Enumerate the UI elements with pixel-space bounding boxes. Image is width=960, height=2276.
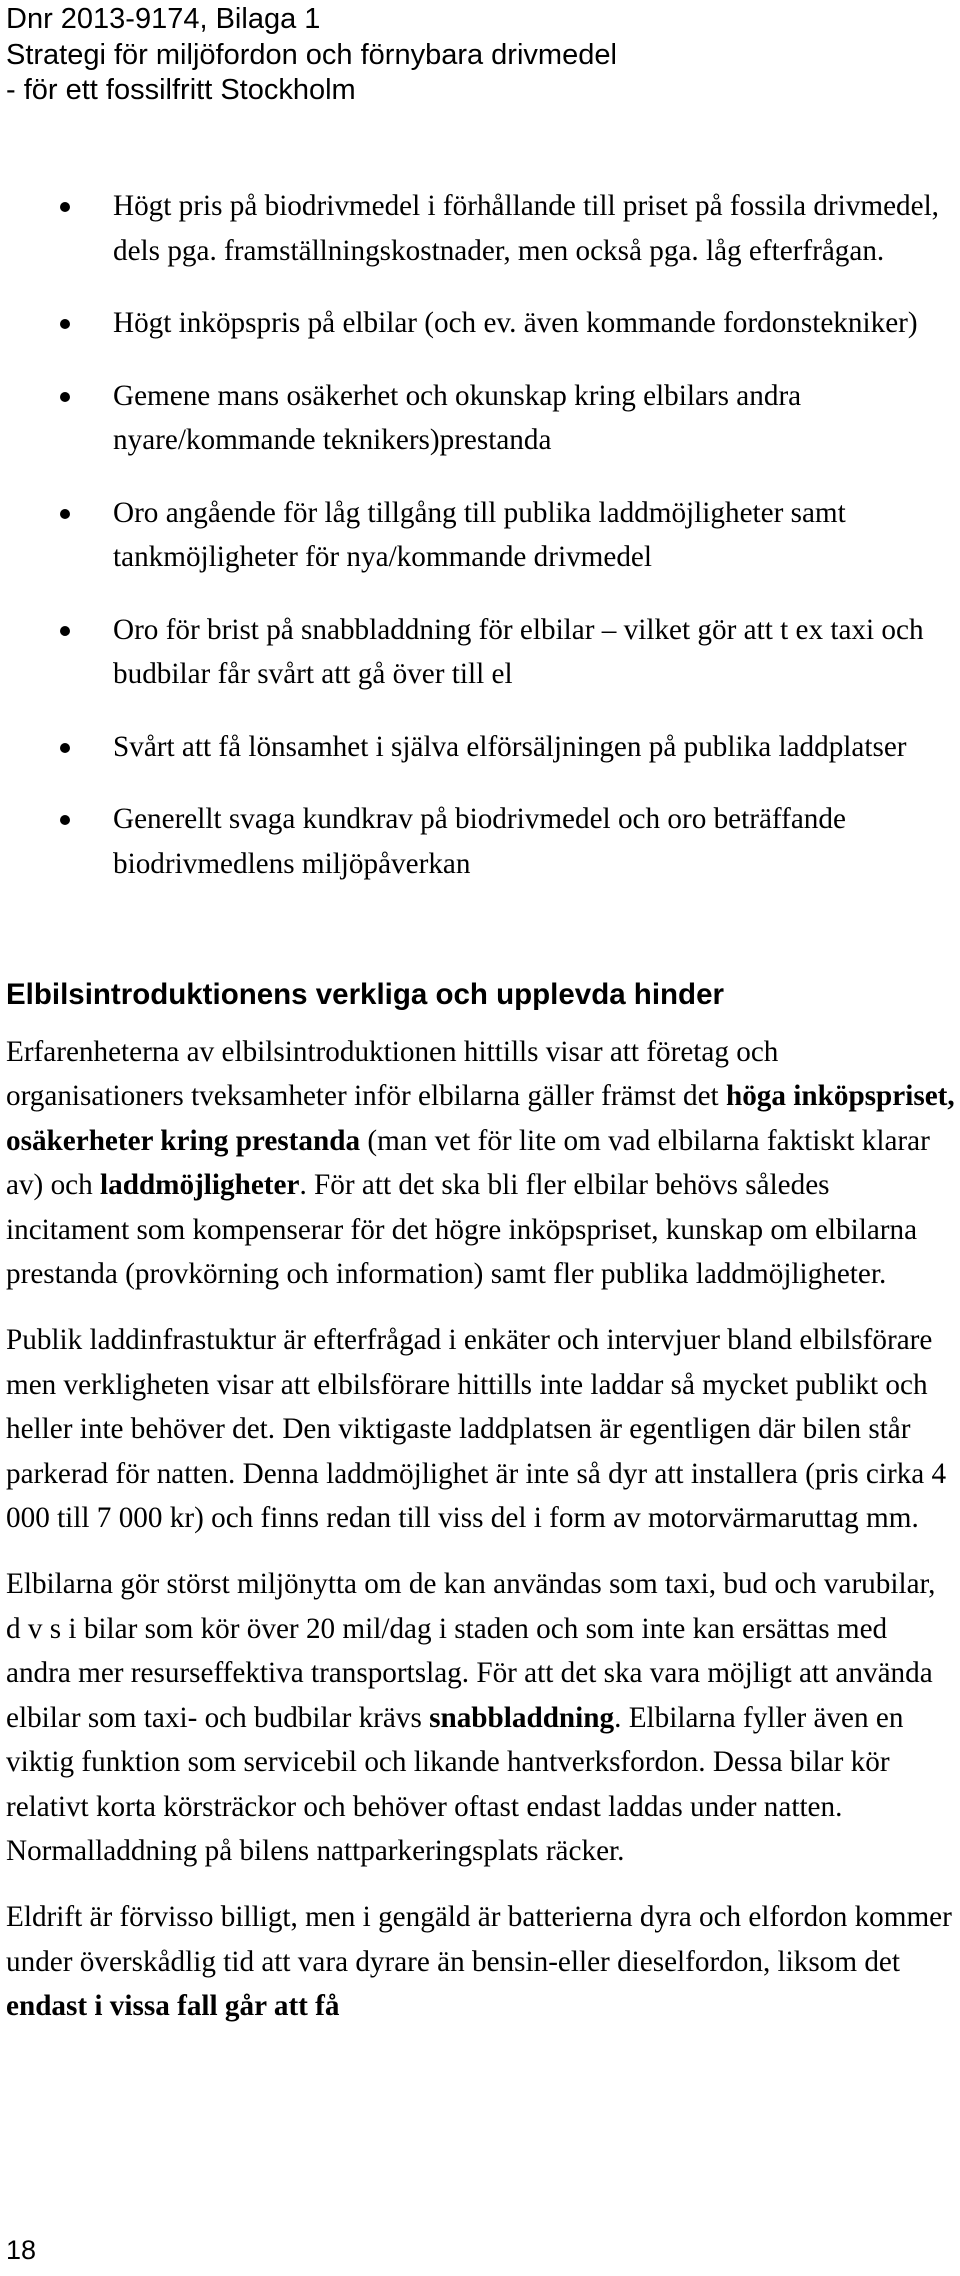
emphasis-text: laddmöjligheter (100, 1169, 300, 1202)
emphasis-text: endast i vissa fall går att få (6, 1990, 340, 2023)
paragraph-text: Publik laddinfrastuktur är efterfrågad i enkäter och intervjuer bland elbilsförare men verkligheten visar att elbilsförare hittills inte laddar så mycket publikt och heller inte behöver det. Den viktigaste laddplatsen är egentligen där bilen står parkerad för natten. Denna laddmöjlighet är inte så dyr att installera (pris cirka 4 000 till 7 000 kr) och finns redan till viss del i form av motorvärmaruttag mm. (6, 1324, 947, 1535)
paragraph-text: . För att det ska bli fler elbilar behövs således incitament som kompenserar för det högre inköpspriset, kunskap om elbilarna prestanda (provkörning och information) samt fler publika laddmöjligheter. (6, 1169, 918, 1291)
list-item-text: Oro för brist på snabbladdning för elbilar – vilket gör att t ex taxi och budbilar får svårt att gå över till el (113, 613, 924, 690)
list-item (0, 608, 960, 697)
paragraph-text: (man vet för lite om vad elbilarna faktiskt klarar av) och (6, 1124, 930, 1202)
paragraph-text: . Elbilarna fyller även en viktig funktion som servicebil och likande hantverksfordon. Dessa bilar kör relativt korta körsträckor och behöver oftast endast laddas under natten. Normalladdning på bilens nattparkeringsplats räcker. (6, 1701, 904, 1867)
list-item (0, 374, 960, 463)
list-item (0, 491, 960, 580)
paragraph (6, 1895, 956, 2028)
emphasis-text: snabbladdning (429, 1701, 615, 1734)
bullet-icon (60, 815, 70, 825)
document-header (6, 2, 617, 109)
page-number: 18 (6, 2235, 37, 2265)
paragraph (6, 1562, 956, 1873)
obstacle-bullet-list (0, 184, 960, 914)
list-item-text: Generellt svaga kundkrav på biodrivmedel och oro beträffande biodrivmedlens miljöpåverkan (113, 803, 846, 880)
list-item (0, 797, 960, 886)
paragraph (6, 1318, 956, 1540)
header-title: Strategi för miljöfordon och förnybara drivmedel (6, 38, 617, 71)
emphasis-text: höga inköpspriset, osäkerheter kring prestanda (6, 1080, 955, 1157)
list-item-text: Svårt att få lönsamhet i själva elförsäljningen på publika laddplatser (113, 730, 907, 763)
header-subtitle: - för ett fossilfritt Stockholm (6, 74, 356, 106)
section-heading: Elbilsintroduktionens verkliga och upplevda hinder (6, 978, 724, 1011)
paragraph (6, 1030, 956, 1296)
list-item-text: Högt pris på biodrivmedel i förhållande till priset på fossila drivmedel, dels pga. framställningskostnader, men också pga. låg efterfrågan. (113, 190, 939, 267)
paragraph-text: Eldrift är förvisso billigt, men i gengäld är batterierna dyra och elfordon kommer under överskådlig tid att vara dyrare än bensin-eller dieselfordon, liksom det (6, 1901, 952, 1978)
body-text (6, 1030, 956, 2051)
bullet-icon (60, 743, 70, 753)
list-item (0, 184, 960, 273)
bullet-icon (60, 392, 70, 402)
bullet-icon (60, 202, 70, 212)
paragraph-text: Erfarenheterna av elbilsintroduktionen hittills visar att företag och organisationers tveksamheter inför elbilarna gäller främst det (6, 1036, 779, 1113)
header-reference: Dnr 2013-9174, Bilaga 1 (6, 3, 321, 35)
list-item (0, 301, 960, 346)
bullet-icon (60, 626, 70, 636)
list-item (0, 725, 960, 770)
list-item-text: Oro angående för låg tillgång till publika laddmöjligheter samt tankmöjligheter för nya/kommande drivmedel (113, 496, 846, 573)
bullet-icon (60, 509, 70, 519)
bullet-icon (60, 319, 70, 329)
list-item-text: Gemene mans osäkerhet och okunskap kring elbilars andra nyare/kommande teknikers)prestanda (113, 379, 802, 456)
list-item-text: Högt inköpspris på elbilar (och ev. även kommande fordonstekniker) (113, 307, 918, 339)
paragraph-text: Elbilarna gör störst miljönytta om de kan användas som taxi, bud och varubilar, d v s i bilar som kör över 20 mil/dag i staden och som inte kan ersättas med andra mer resurseffektiva transportslag. För att det ska vara möjligt att använda elbilar som taxi- och budbilar krävs (6, 1568, 936, 1734)
